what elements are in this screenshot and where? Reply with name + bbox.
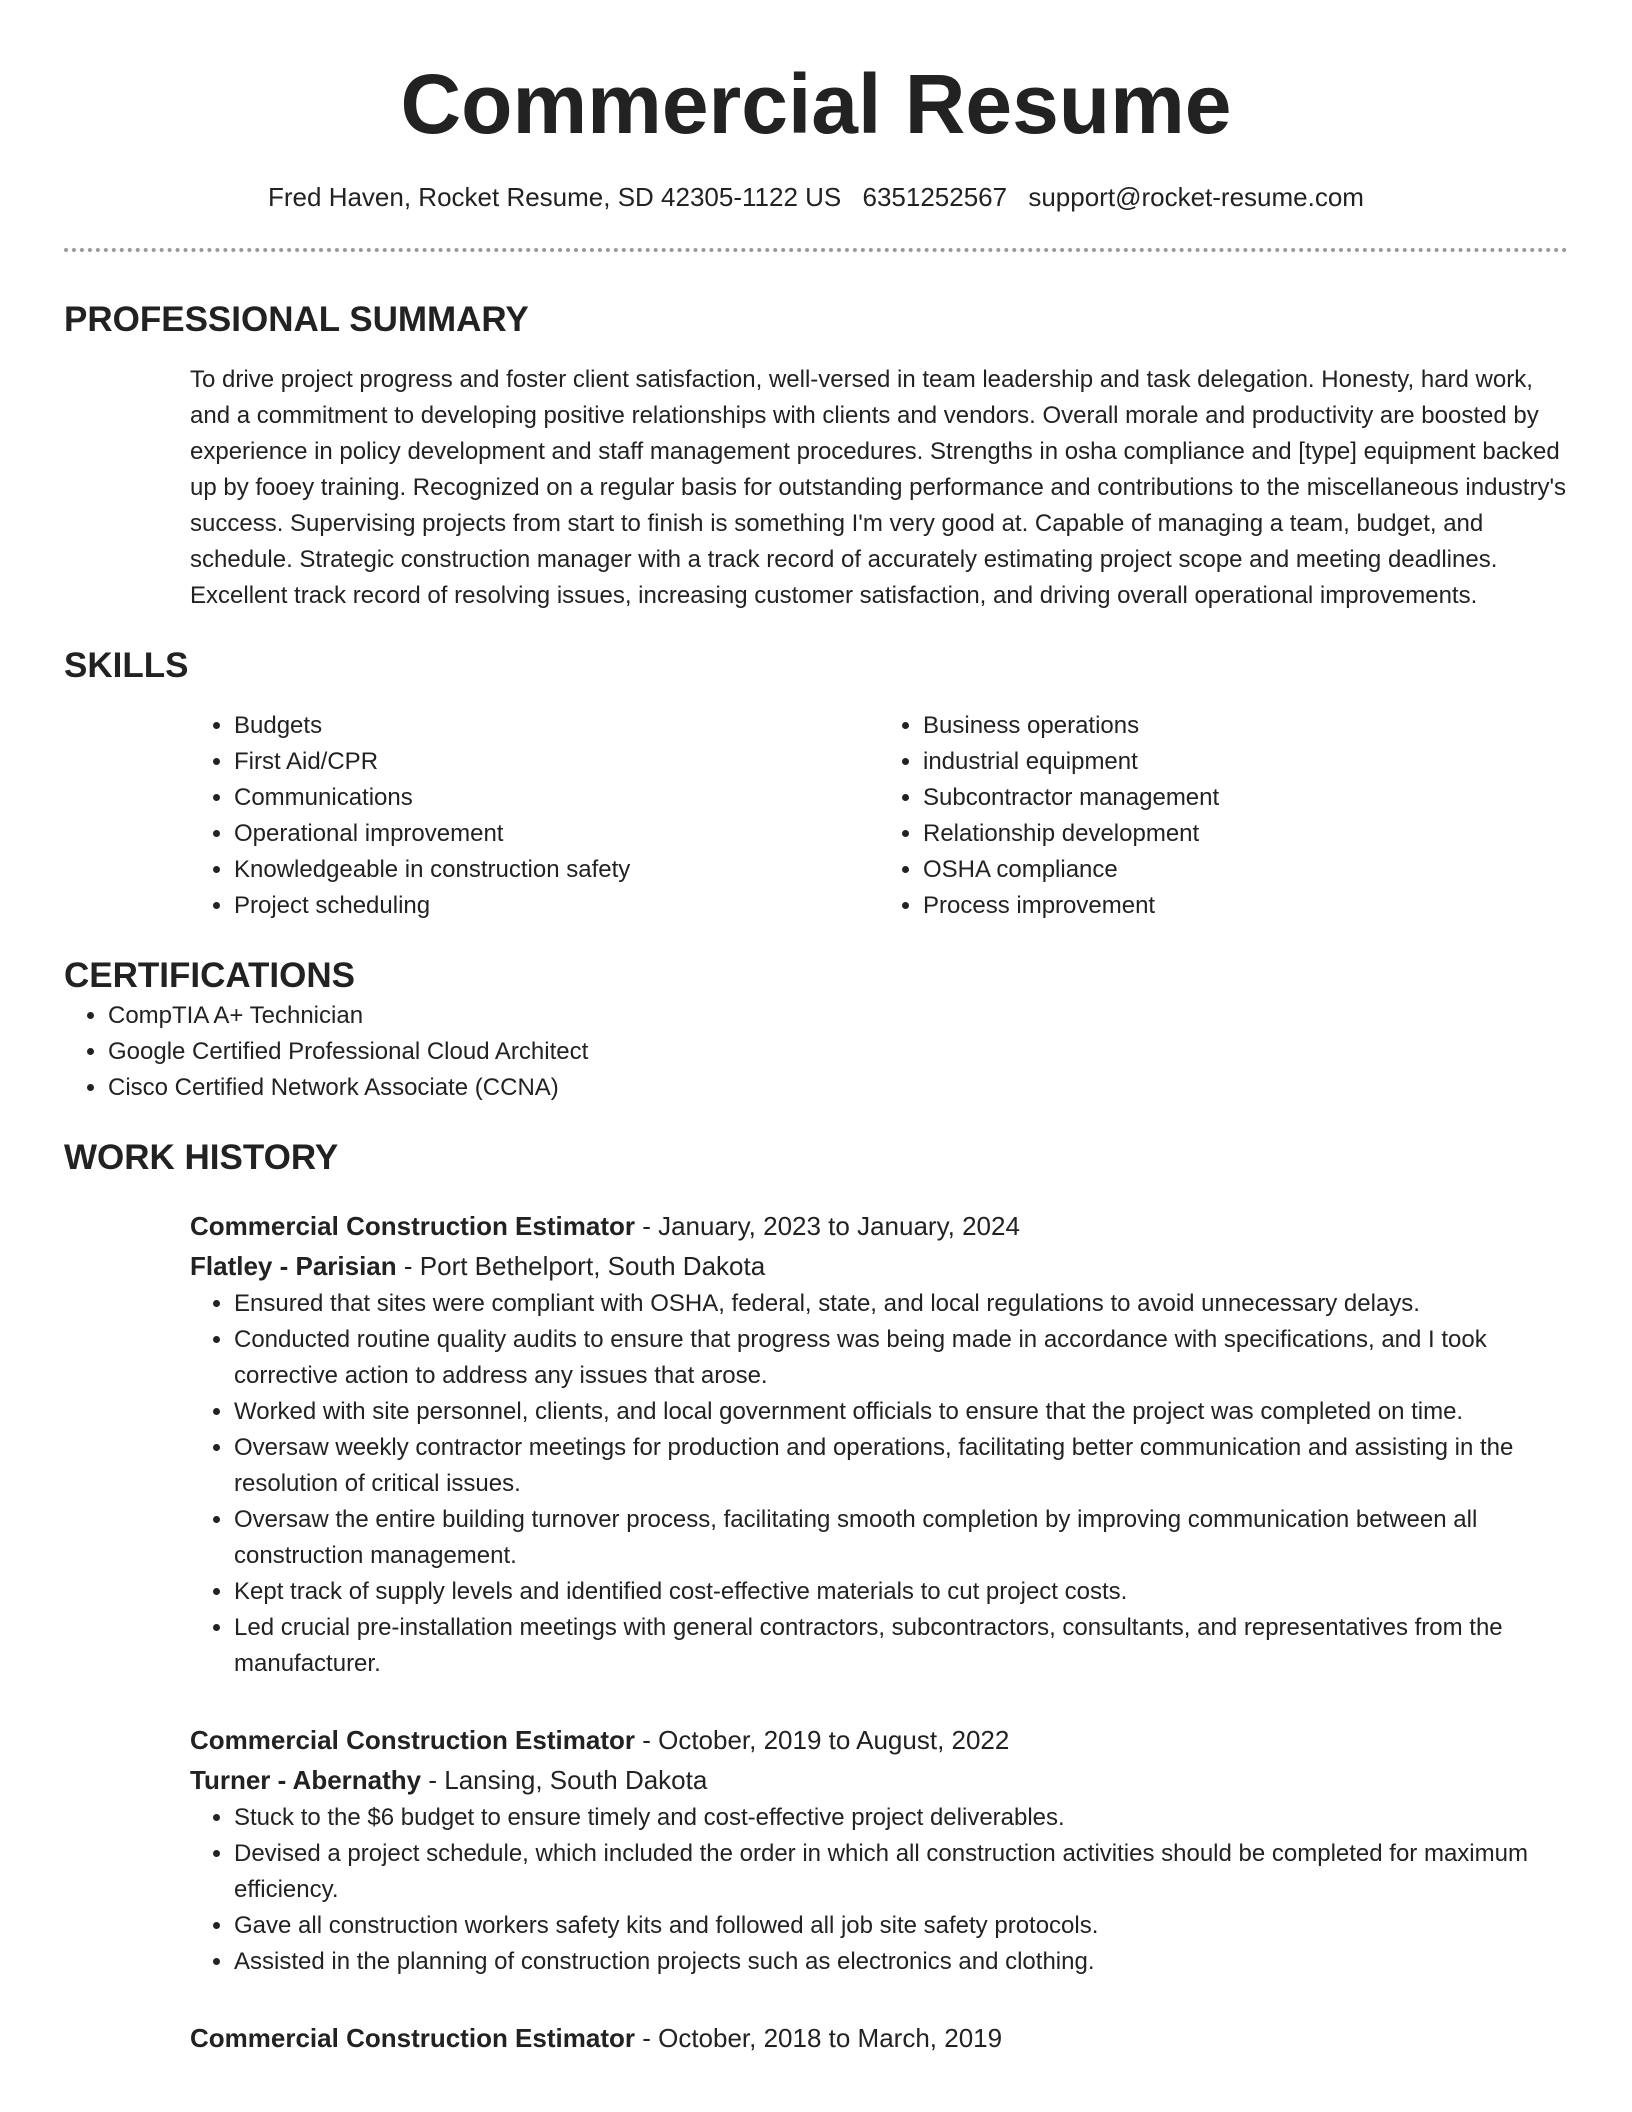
certification-item: • CompTIA A+ Technician bbox=[108, 998, 1568, 1034]
skill-item: • First Aid/CPR bbox=[234, 744, 879, 780]
job-company-line bbox=[190, 1760, 1568, 1800]
job-bullet: • Ensured that sites were compliant with OSHA, federal, state, and local regulations to avoid unnecessary delays. bbox=[234, 1286, 1568, 1322]
job-role: Commercial Construction Estimator bbox=[190, 2023, 635, 2053]
job-bullet: • Stuck to the $6 budget to ensure timely and cost-effective project deliverables. bbox=[234, 1800, 1568, 1836]
summary-text: To drive project progress and foster client satisfaction, well-versed in team leadership and task delegation. Honesty, hard work, and a commitment to developing positive relationships with clients and vendors. Overall morale and productivity are boosted by experience in policy development and staff management procedures. Strengths in osha compliance and [type] equipment backed up by fooey training. Recognized on a regular basis for outstanding performance and contributions to the miscellaneous industry's success. Supervising projects from start to finish is something I'm very good at. Capable of managing a team, budget, and schedule. Strategic construction manager with a track record of accurately estimating project scope and meeting deadlines. Excellent track record of resolving issues, increasing customer satisfaction, and driving overall operational improvements. bbox=[190, 366, 1567, 609]
job-bullet: • Kept track of supply levels and identified cost-effective materials to cut project costs. bbox=[234, 1574, 1568, 1610]
skill-item: • Process improvement bbox=[923, 888, 1568, 924]
job-role: Commercial Construction Estimator bbox=[190, 1725, 635, 1755]
skill-item: • Knowledgeable in construction safety bbox=[234, 852, 879, 888]
skills-grid bbox=[190, 708, 1568, 924]
skills-heading: SKILLS bbox=[64, 646, 189, 685]
job-bullet: • Oversaw weekly contractor meetings for production and operations, facilitating better communication and assisting in the resolution of critical issues. bbox=[234, 1430, 1568, 1502]
resume-page bbox=[64, 0, 1568, 2058]
skill-item: • Business operations bbox=[923, 708, 1568, 744]
certifications-heading: CERTIFICATIONS bbox=[64, 956, 356, 995]
job-location: - Port Bethelport, South Dakota bbox=[396, 1251, 766, 1281]
resume-title: Commercial Resume bbox=[400, 57, 1232, 151]
skill-item: • Subcontractor management bbox=[923, 780, 1568, 816]
job-bullet: • Conducted routine quality audits to ensure that progress was being made in accordance with specifications, and I took corrective action to address any issues that arose. bbox=[234, 1322, 1568, 1394]
job-role-line bbox=[190, 1206, 1568, 1246]
work-history-heading: WORK HISTORY bbox=[64, 1138, 339, 1177]
skill-item: • Relationship development bbox=[923, 816, 1568, 852]
skills-right-list bbox=[879, 708, 1568, 924]
job-dates: - October, 2018 to March, 2019 bbox=[634, 2023, 1003, 2053]
job-company-line bbox=[190, 1246, 1568, 1286]
job-company: Flatley - Parisian bbox=[190, 1251, 397, 1281]
skill-item: • Project scheduling bbox=[234, 888, 879, 924]
job-bullets bbox=[190, 1800, 1568, 1980]
job-company: Turner - Abernathy bbox=[190, 1765, 422, 1795]
job-location: - Lansing, South Dakota bbox=[421, 1765, 708, 1795]
skill-item: • Budgets bbox=[234, 708, 879, 744]
job-role-line bbox=[190, 1720, 1568, 1760]
job-bullet: • Devised a project schedule, which included the order in which all construction activities should be completed for maximum efficiency. bbox=[234, 1836, 1568, 1908]
job-bullets bbox=[190, 1286, 1568, 1682]
job-bullet: • Assisted in the planning of construction projects such as electronics and clothing. bbox=[234, 1944, 1568, 1980]
skill-item: • industrial equipment bbox=[923, 744, 1568, 780]
certifications-list bbox=[64, 998, 1568, 1106]
skill-item: • OSHA compliance bbox=[923, 852, 1568, 888]
contact-phone: 6351252567 bbox=[862, 182, 1008, 212]
header-divider bbox=[64, 248, 1568, 252]
job-bullet: • Led crucial pre-installation meetings with general contractors, subcontractors, consultants, and representatives from the manufacturer. bbox=[234, 1610, 1568, 1682]
contact-line bbox=[64, 180, 1568, 214]
contact-address: Fred Haven, Rocket Resume, SD 42305-1122 US bbox=[268, 182, 842, 212]
skills-left-list bbox=[190, 708, 879, 924]
skill-item: • Operational improvement bbox=[234, 816, 879, 852]
contact-email: support@rocket-resume.com bbox=[1028, 182, 1364, 212]
summary-heading: PROFESSIONAL SUMMARY bbox=[64, 300, 529, 339]
certification-item: • Cisco Certified Network Associate (CCNA) bbox=[108, 1070, 1568, 1106]
job-role-line bbox=[190, 2018, 1568, 2058]
job-bullet: • Worked with site personnel, clients, and local government officials to ensure that the project was completed on time. bbox=[234, 1394, 1568, 1430]
job-entry bbox=[190, 1720, 1568, 1980]
job-dates: - January, 2023 to January, 2024 bbox=[634, 1211, 1020, 1241]
job-dates: - October, 2019 to August, 2022 bbox=[634, 1725, 1010, 1755]
job-role: Commercial Construction Estimator bbox=[190, 1211, 635, 1241]
certification-item: • Google Certified Professional Cloud Architect bbox=[108, 1034, 1568, 1070]
job-entry bbox=[190, 2018, 1568, 2058]
job-bullet: • Oversaw the entire building turnover process, facilitating smooth completion by improving communication between all construction management. bbox=[234, 1502, 1568, 1574]
job-entry bbox=[190, 1206, 1568, 1682]
job-bullet: • Gave all construction workers safety kits and followed all job site safety protocols. bbox=[234, 1908, 1568, 1944]
skill-item: • Communications bbox=[234, 780, 879, 816]
